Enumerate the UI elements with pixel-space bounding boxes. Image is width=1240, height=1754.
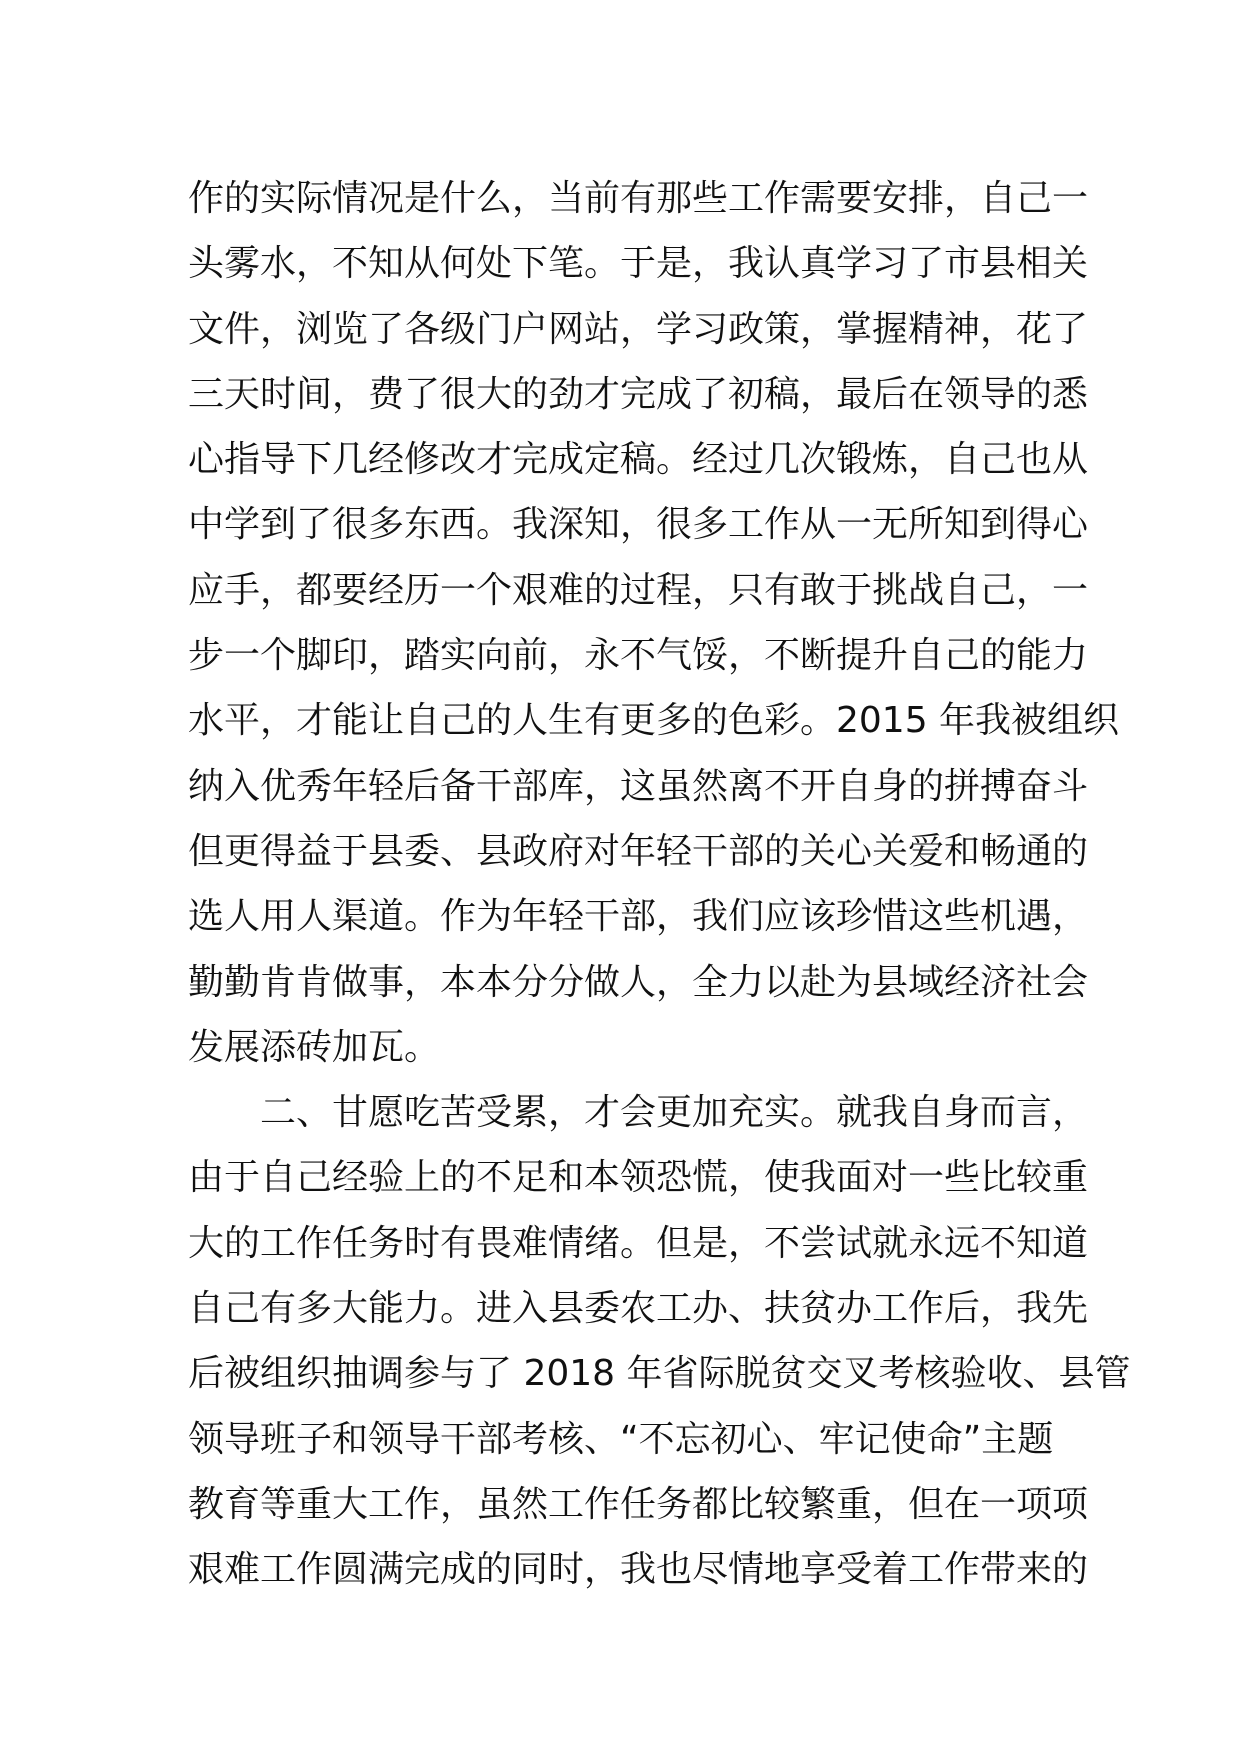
text-line: 纳入优秀年轻后备干部库，这虽然离不开自身的拼搏奋斗 [188, 765, 1089, 807]
text-line: 但更得益于县委、县政府对年轻干部的关心关爱和畅通的 [188, 830, 1089, 872]
text-line: 自己有多大能力。进入县委农工办、扶贫办工作后，我先 [188, 1288, 1089, 1330]
section-heading-line: 二、甘愿吃苦受累，才会更加充实。就我自身而言， [260, 1092, 1089, 1134]
text-line: 步一个脚印，踏实向前，永不气馁，不断提升自己的能力 [188, 635, 1089, 677]
text-line: 教育等重大工作，虽然工作任务都比较繁重，但在一项项 [188, 1483, 1089, 1525]
text-line: 大的工作任务时有畏难情绪。但是，不尝试就永远不知道 [188, 1222, 1089, 1264]
text-line: 后被组织抽调参与了 2018 年省际脱贫交叉考核验收、县管 [188, 1353, 1131, 1395]
body-text [188, 166, 1131, 1603]
text-line: 应手，都要经历一个艰难的过程，只有敢于挑战自己，一 [188, 569, 1089, 611]
text-line: 中学到了很多东西。我深知，很多工作从一无所知到得心 [188, 504, 1089, 546]
text-line: 勤勤肯肯做事，本本分分做人，全力以赴为县域经济社会 [188, 961, 1089, 1003]
text-line: 心指导下几经修改才完成定稿。经过几次锻炼，自己也从 [188, 439, 1089, 481]
text-line: 由于自己经验上的不足和本领恐慌，使我面对一些比较重 [188, 1157, 1089, 1199]
text-line: 头雾水，不知从何处下笔。于是，我认真学习了市县相关 [188, 243, 1089, 285]
text-line: 作的实际情况是什么，当前有那些工作需要安排，自己一 [188, 178, 1089, 219]
text-line: 选人用人渠道。作为年轻干部，我们应该珍惜这些机遇， [188, 896, 1089, 938]
text-line: 文件，浏览了各级门户网站，学习政策，掌握精神，花了 [188, 308, 1089, 350]
text-line: 三天时间，费了很大的劲才完成了初稿，最后在领导的悉 [188, 373, 1089, 415]
text-line: 发展添砖加瓦。 [188, 1026, 441, 1068]
text-line: 水平，才能让自己的人生有更多的色彩。2015 年我被组织 [188, 700, 1120, 742]
text-line: 领导班子和领导干部考核、“不忘初心、牢记使命”主题 [188, 1418, 1054, 1460]
text-line: 艰难工作圆满完成的同时，我也尽情地享受着工作带来的 [188, 1549, 1089, 1591]
